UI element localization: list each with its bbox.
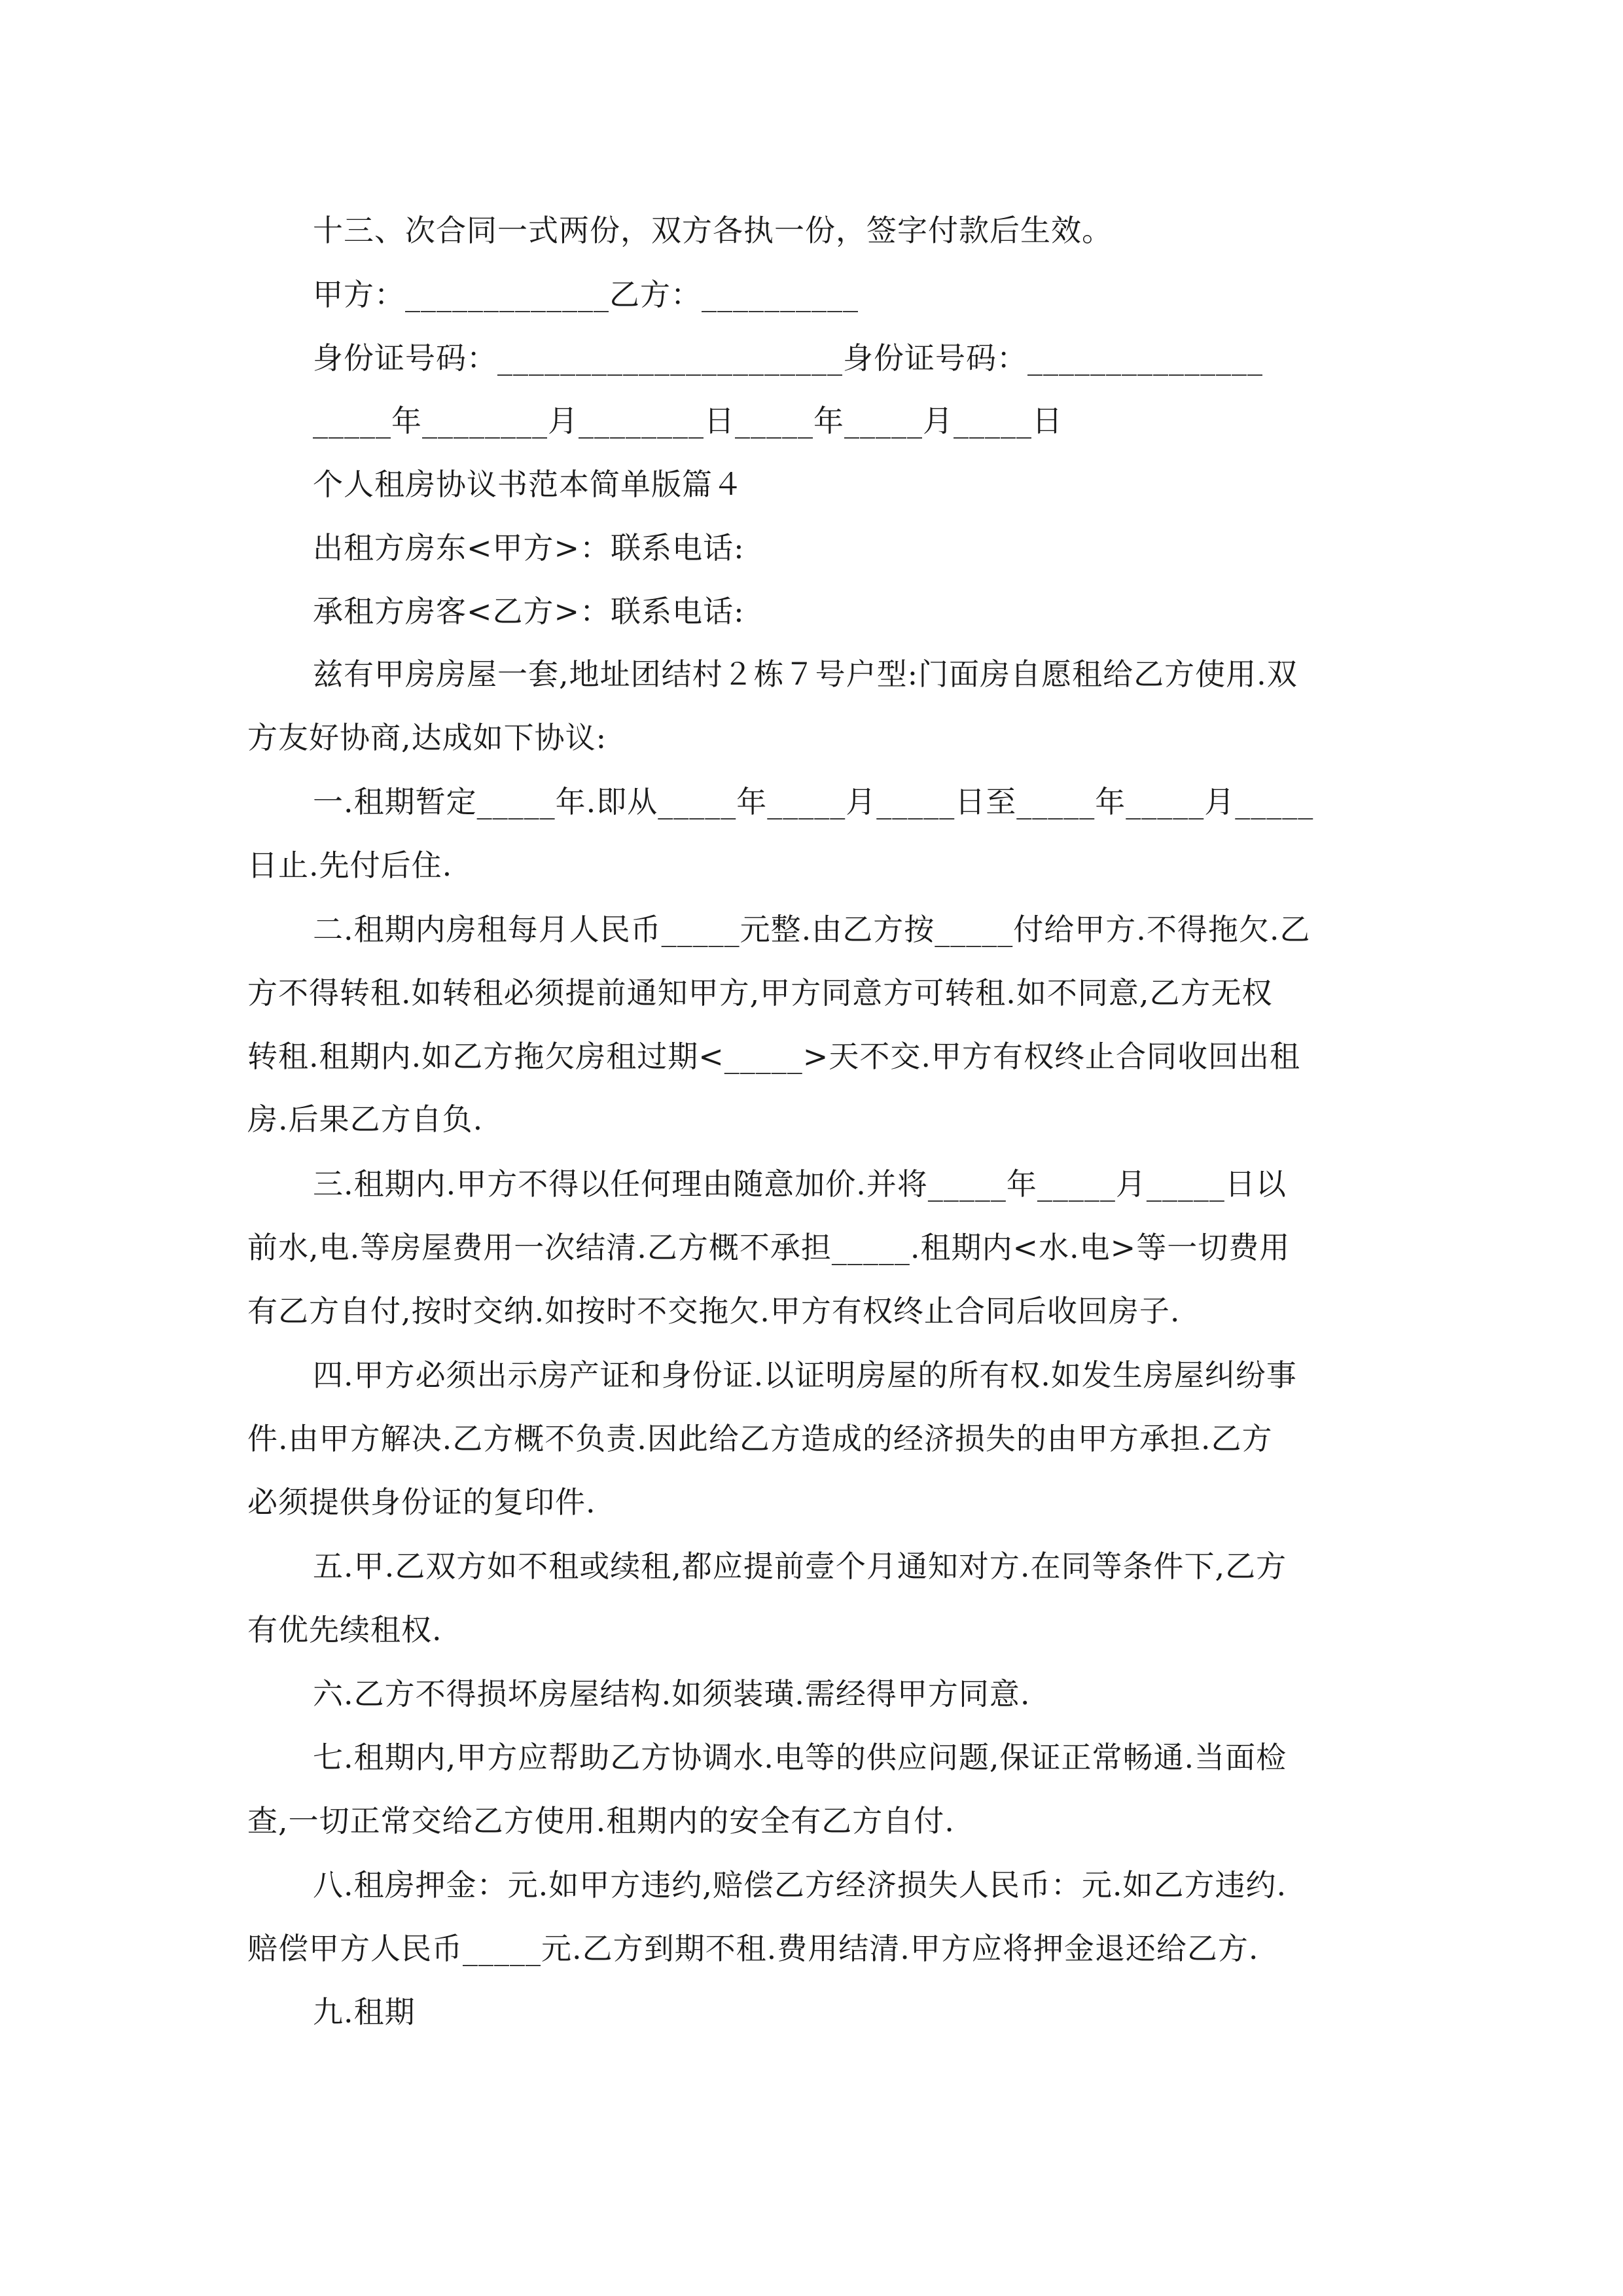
text-line: 甲方：_____________乙方：__________	[313, 277, 859, 312]
text-line: 查,一切正常交给乙方使用.租期内的安全有乙方自付.	[247, 1803, 955, 1839]
text-line: 三.租期内.甲方不得以任何理由随意加价.并将_____年_____月_____日以	[313, 1166, 1287, 1202]
text-line: 必须提供身份证的复印件.	[247, 1484, 596, 1520]
text-line: 六.乙方不得损坏房屋结构.如须装璜.需经得甲方同意.	[313, 1676, 1031, 1712]
text-line: 一.租期暂定_____年.即从_____年_____月_____日至_____年_____月_____	[313, 784, 1314, 819]
text-line: 二.租期内房租每月人民币_____元整.由乙方按_____付给甲方.不得拖欠.乙	[313, 912, 1311, 947]
text-line: 赔偿甲方人民币_____元.乙方到期不租.费用结清.甲方应将押金退还给乙方.	[247, 1931, 1259, 1966]
text-line: 四.甲方必须出示房产证和身份证.以证明房屋的所有权.如发生房屋纠纷事	[313, 1357, 1297, 1393]
text-line: 承租方房客<乙方>：联系电话:	[313, 594, 745, 629]
text-line: 出租方房东<甲方>：联系电话:	[313, 530, 745, 565]
text-line: 十三、次合同一式两份，双方各执一份，签字付款后生效。	[313, 213, 1113, 248]
text-line: 九.租期	[313, 1994, 416, 2030]
text-line: 有优先续租权.	[247, 1612, 442, 1647]
text-line: 日止.先付后住.	[247, 848, 453, 883]
text-line: 有乙方自付,按时交纳.如按时不交拖欠.甲方有权终止合同后收回房子.	[247, 1293, 1181, 1329]
text-line: 五.甲.乙双方如不租或续租,都应提前壹个月通知对方.在同等条件下,乙方	[313, 1549, 1287, 1584]
text-line: 方友好协商,达成如下协议:	[247, 720, 607, 755]
text-line: 七.租期内,甲方应帮助乙方协调水.电等的供应问题,保证正常畅通.当面检	[313, 1740, 1287, 1775]
section-title: 个人租房协议书范本简单版篇４	[313, 467, 743, 502]
text-line: 前水,电.等房屋费用一次结清.乙方概不承担_____.租期内<水.电>等一切费用	[247, 1230, 1291, 1265]
text-line: 件.由甲方解决.乙方概不负责.因此给乙方造成的经济损失的由甲方承担.乙方	[247, 1421, 1273, 1456]
text-line: 方不得转租.如转租必须提前通知甲方,甲方同意方可转租.如不同意,乙方无权	[247, 975, 1273, 1011]
text-line: 兹有甲房房屋一套,地址团结村２栋７号户型:门面房自愿租给乙方使用.双	[313, 656, 1298, 692]
text-line: 八.租房押金：元.如甲方违约,赔偿乙方经济损失人民币：元.如乙方违约.	[313, 1867, 1287, 1903]
text-line: _____年________月________日_____年_____月_____日	[313, 403, 1063, 439]
text-line: 转租.租期内.如乙方拖欠房租过期<_____>天不交.甲方有权终止合同收回出租	[247, 1039, 1300, 1074]
text-line: 房.后果乙方自负.	[247, 1102, 484, 1137]
text-line: 身份证号码：______________________身份证号码：_______________	[313, 340, 1263, 376]
